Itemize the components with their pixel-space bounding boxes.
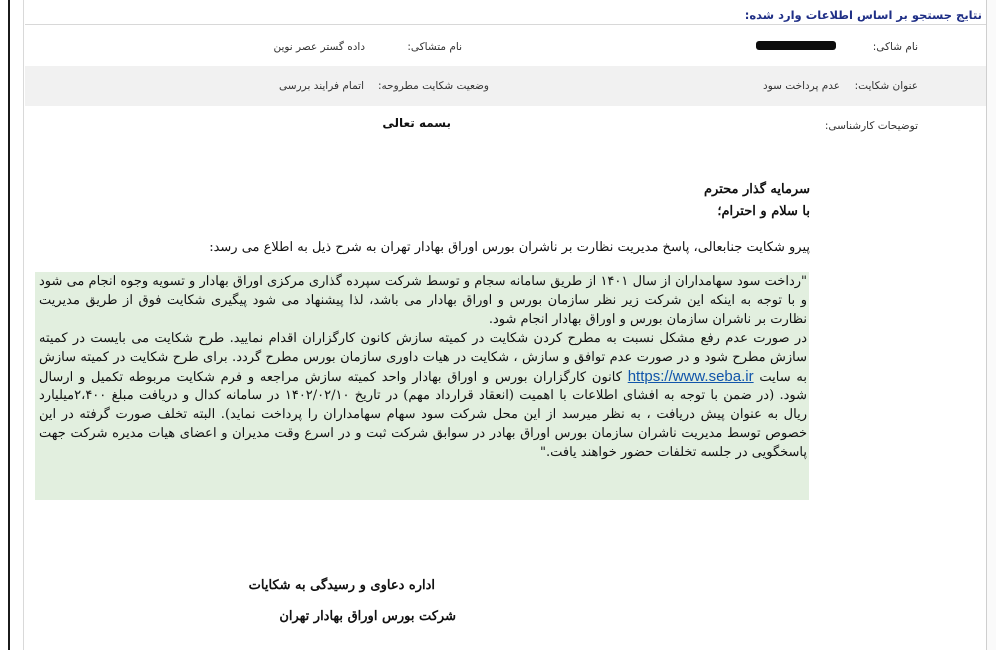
defendant-name-label: نام متشاکی:	[407, 41, 462, 53]
letter-body	[39, 273, 807, 463]
window-left-edge	[0, 0, 24, 650]
complaint-status-label: وضعیت شکایت مطروحه:	[378, 80, 489, 92]
letter-salutation: سرمایه گذار محترم	[703, 182, 810, 197]
complainant-name-label: نام شاکی:	[872, 41, 918, 53]
letter-greeting: با سلام و احترام؛	[717, 204, 810, 219]
letter-paragraph-2-end: کانون کارگزاران بورس و اوراق بهادار واحد کمیته سازش مراجعه و فرم شکایت مربوطه تکمیل و ارسال شود. (در ضمن با توجه به افشای اطلاعات با اهمیت (انعقاد قرارداد مهم) در تاریخ ۱۴۰۲/۰۲/۱۰ در سامانه کدال و دریافت مبلغ ۲،۴۰۰میلیارد ریال به عنوان پیش دریافت ، به نظر میرسد از این محل شرکت سود سهام سهامداران را پرداخت نماید). البته تخلف صورت گرفته در این خصوص توسط مدیریت ناشران سازمان بورس اوراق بهادر در سوابق شرکت ثبت و در اسرع وقت مدیران و اعضای هیات مدیره شرکت جهت پاسخگویی در جلسه تخلفات حضور خواهند یافت."	[39, 369, 807, 461]
complaint-subject-label: عنوان شکایت:	[854, 80, 918, 92]
complainant-name-redacted	[756, 41, 836, 50]
complaint-status-value: اتمام فرایند بررسی	[279, 80, 364, 92]
row-names	[25, 24, 986, 66]
scrollbar-track[interactable]	[986, 0, 996, 650]
row-subject-status	[25, 66, 986, 106]
results-title: نتایج جستجو بر اساس اطلاعات وارد شده:	[744, 8, 982, 22]
letter-paragraph-2-start: در صورت عدم رفع مشکل نسبت به مطرح کردن شکایت در کمیته سازش کانون کارگزاران اقدام نمایید. طرح شکایت می بایست در کمیته سازش مطرح شود و در صورت عدم توافق و سازش ، شکایت در هیات داوری سازمان بورس مطرح گردد. برای طرح شکایت در کمیته سازش به سایت	[39, 330, 807, 385]
complaint-details-panel	[25, 0, 986, 650]
letter-paragraph-2	[39, 330, 807, 463]
signature-company: شرکت بورس اوراق بهادار تهران	[279, 609, 456, 624]
expert-notes-label: توضیحات کارشناسی:	[824, 120, 918, 132]
row-expert-notes	[25, 106, 986, 650]
letter-bismillah: بسمه تعالی	[382, 116, 451, 130]
defendant-name-value: داده گستر عصر نوین	[273, 41, 365, 53]
complaint-subject-value: عدم پرداخت سود	[763, 80, 840, 92]
letter-paragraph-1: "رداخت سود سهامداران از سال ۱۴۰۱ از طریق سامانه سجام و توسط شرکت سپرده گذاری مرکزی اوراق بهادار و تسویه وجوه انجام می شود و با توجه به اینکه این شرکت زیر نظر سازمان بورس و اوراق بهادار می باشد، لذا پیشنهاد می شود پیگیری شکایت فوق از طریق مدیریت نظارت بر ناشران سازمان بورس و اوراق بهادار انجام شود.	[39, 274, 807, 327]
signature-department: اداره دعاوی و رسیدگی به شکایات	[248, 578, 435, 593]
seba-website-link[interactable]: https://www.seba.ir	[627, 367, 754, 385]
letter-intro: پیرو شکایت جنابعالی، پاسخ مدیریت نظارت بر ناشران بورس اوراق بهادار تهران به شرح ذیل به اطلاع می رسد:	[209, 240, 810, 255]
window-frame-line	[8, 0, 10, 650]
